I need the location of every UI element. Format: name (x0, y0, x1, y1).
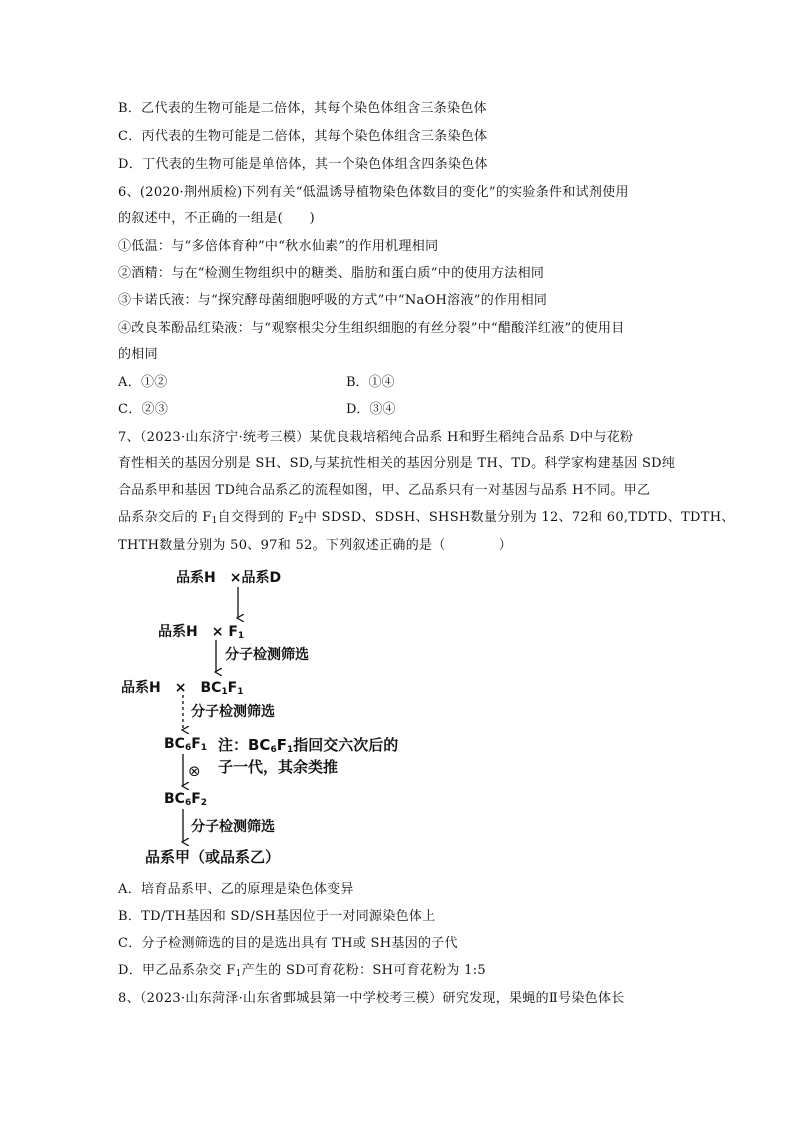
q7-stem-line2: 育性相关的基因分别是 SH、SD,与某抗性相关的基因分别是 TH、TD。科学家构建基因 SD纯 (118, 456, 676, 471)
q7-option-c: C．分子检测筛选的目的是选出具有 TH或 SH基因的子代 (118, 936, 458, 951)
diagram-step-1: 分子检测筛选 (225, 647, 309, 663)
diagram-row-1: 品系H ×品系D (176, 570, 282, 586)
q5-option-c: C．丙代表的生物可能是二倍体，其每个染色体组含三条染色体 (118, 129, 488, 144)
q7-option-a: A．培育品系甲、乙的原理是染色体变异 (118, 882, 354, 897)
diagram-note-line1: 注：$BC_6F_1$指回交六次后的 (218, 736, 399, 755)
q7-stem-line1: 7、（2023·山东济宁·统考三模）某优良栽培稻纯合品系 H和野生稻纯合品系 D中与花粉 (118, 430, 634, 445)
q6-item-1: ①低温：与“多倍体育种”中“秋水仙素”的作用机理相同 (118, 239, 439, 254)
diagram-step-3: 分子检测筛选 (191, 819, 275, 835)
q6-item-3: ③卡诺氏液：与“探究酵母菌细胞呼吸的方式”中“NaOH溶液”的作用相同 (118, 293, 548, 308)
q7-stem-line4: 品系杂交后的 $F_1$自交得到的 $F_2$中 SDSD、SDSH、SHSH数量分别为 12、72和 60,TDTD、TDTH、 (118, 510, 735, 526)
q7-stem-line3: 合品系甲和基因 TD纯合品系乙的流程如图，甲、乙品系只有一对基因与品系 H不同。甲乙 (118, 483, 651, 498)
diagram-row-3: 品系H × $BC_1F_1$ (121, 680, 244, 697)
q6-item-4-line1: ④改良苯酚品红染液：与“观察根尖分生组织细胞的有丝分裂”中“醋酸洋红液”的使用目 (118, 321, 625, 336)
q6-option-c: C．②③ (118, 402, 169, 417)
q6-option-d: D．③④ (346, 402, 396, 417)
diagram-row-5: $BC_6F_2$ (164, 791, 208, 808)
q7-option-b: B．TD/TH基因和 SD/SH基因位于一对同源染色体上 (118, 909, 436, 924)
q6-stem-line2: 的叙述中，不正确的一组是( ) (118, 211, 315, 226)
diagram-row-4: $BC_6F_1$ (164, 736, 208, 753)
q6-option-b: B．①④ (346, 375, 395, 390)
q6-stem-line1: 6、(2020·荆州质检)下列有关“低温诱导植物染色体数目的变化”的实验条件和试剂使用 (118, 185, 629, 200)
diagram-row-2: 品系H × $F_1$ (158, 624, 245, 641)
q6-item-4-line2: 的相同 (118, 347, 158, 362)
diagram-row-6: 品系甲（或品系乙） (145, 848, 281, 866)
q6-option-a: A．①② (118, 375, 168, 390)
q8-stem-line1: 8、（2023·山东菏泽·山东省鄄城县第一中学校考三模）研究发现，果蝇的Ⅱ号染色体长 (118, 991, 625, 1006)
q5-option-b: B．乙代表的生物可能是二倍体，其每个染色体组含三条染色体 (118, 101, 487, 116)
q7-option-d: D．甲乙品系杂交 $F_1$产生的 SD可育花粉：SH可育花粉为 1:5 (118, 963, 486, 979)
q5-option-d: D．丁代表的生物可能是单倍体，其一个染色体组含四条染色体 (118, 157, 488, 172)
diagram-step-2: 分子检测筛选 (191, 704, 275, 720)
diagram-note-line2: 子一代，其余类推 (218, 758, 339, 776)
self-cross-symbol: ⊗ (188, 762, 201, 780)
q7-stem-line5: THTH数量分别为 50、97和 52。下列叙述正确的是（ ） (118, 538, 513, 553)
q6-item-2: ②酒精：与在“检测生物组织中的糖类、脂肪和蛋白质”中的使用方法相同 (118, 266, 545, 281)
